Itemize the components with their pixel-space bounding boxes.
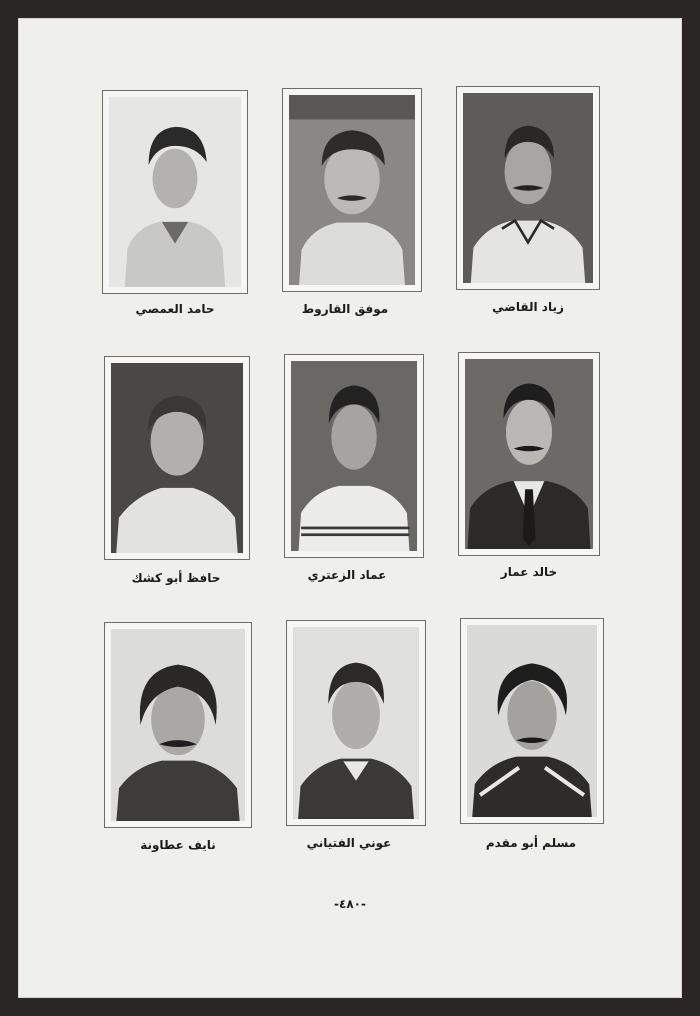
photo-caption-6: خالد عمار — [500, 565, 558, 579]
portrait-photo — [109, 97, 241, 287]
portrait-photo — [293, 627, 419, 819]
page-number: -٤٨٠- — [334, 897, 366, 911]
photo-card-2 — [282, 88, 422, 292]
portrait-photo — [289, 95, 415, 285]
photo-caption-1: حامد العمصي — [135, 302, 215, 316]
portrait-photo — [465, 359, 593, 549]
photo-card-6 — [458, 352, 600, 556]
portrait-photo — [111, 363, 243, 553]
photo-caption-3: زياد القاضي — [492, 300, 564, 314]
photo-caption-5: عماد الزعتري — [307, 568, 387, 582]
photo-caption-4: حافظ أبو كشك — [131, 571, 221, 585]
photo-card-5 — [284, 354, 424, 558]
portrait-photo — [111, 629, 245, 821]
photo-card-7 — [104, 622, 252, 828]
photo-card-3 — [456, 86, 600, 290]
portrait-photo — [291, 361, 417, 551]
photo-card-1 — [102, 90, 248, 294]
photo-card-8 — [286, 620, 426, 826]
photo-caption-8: عوني الفتياني — [306, 836, 392, 850]
photo-card-4 — [104, 356, 250, 560]
photo-caption-2: موفق القاروط — [301, 302, 389, 316]
photo-caption-7: نايف عطاونة — [140, 838, 216, 852]
photo-card-9 — [460, 618, 604, 824]
portrait-photo — [467, 625, 597, 817]
photo-caption-9: مسلم أبو مقدم — [485, 836, 577, 850]
portrait-photo — [463, 93, 593, 283]
